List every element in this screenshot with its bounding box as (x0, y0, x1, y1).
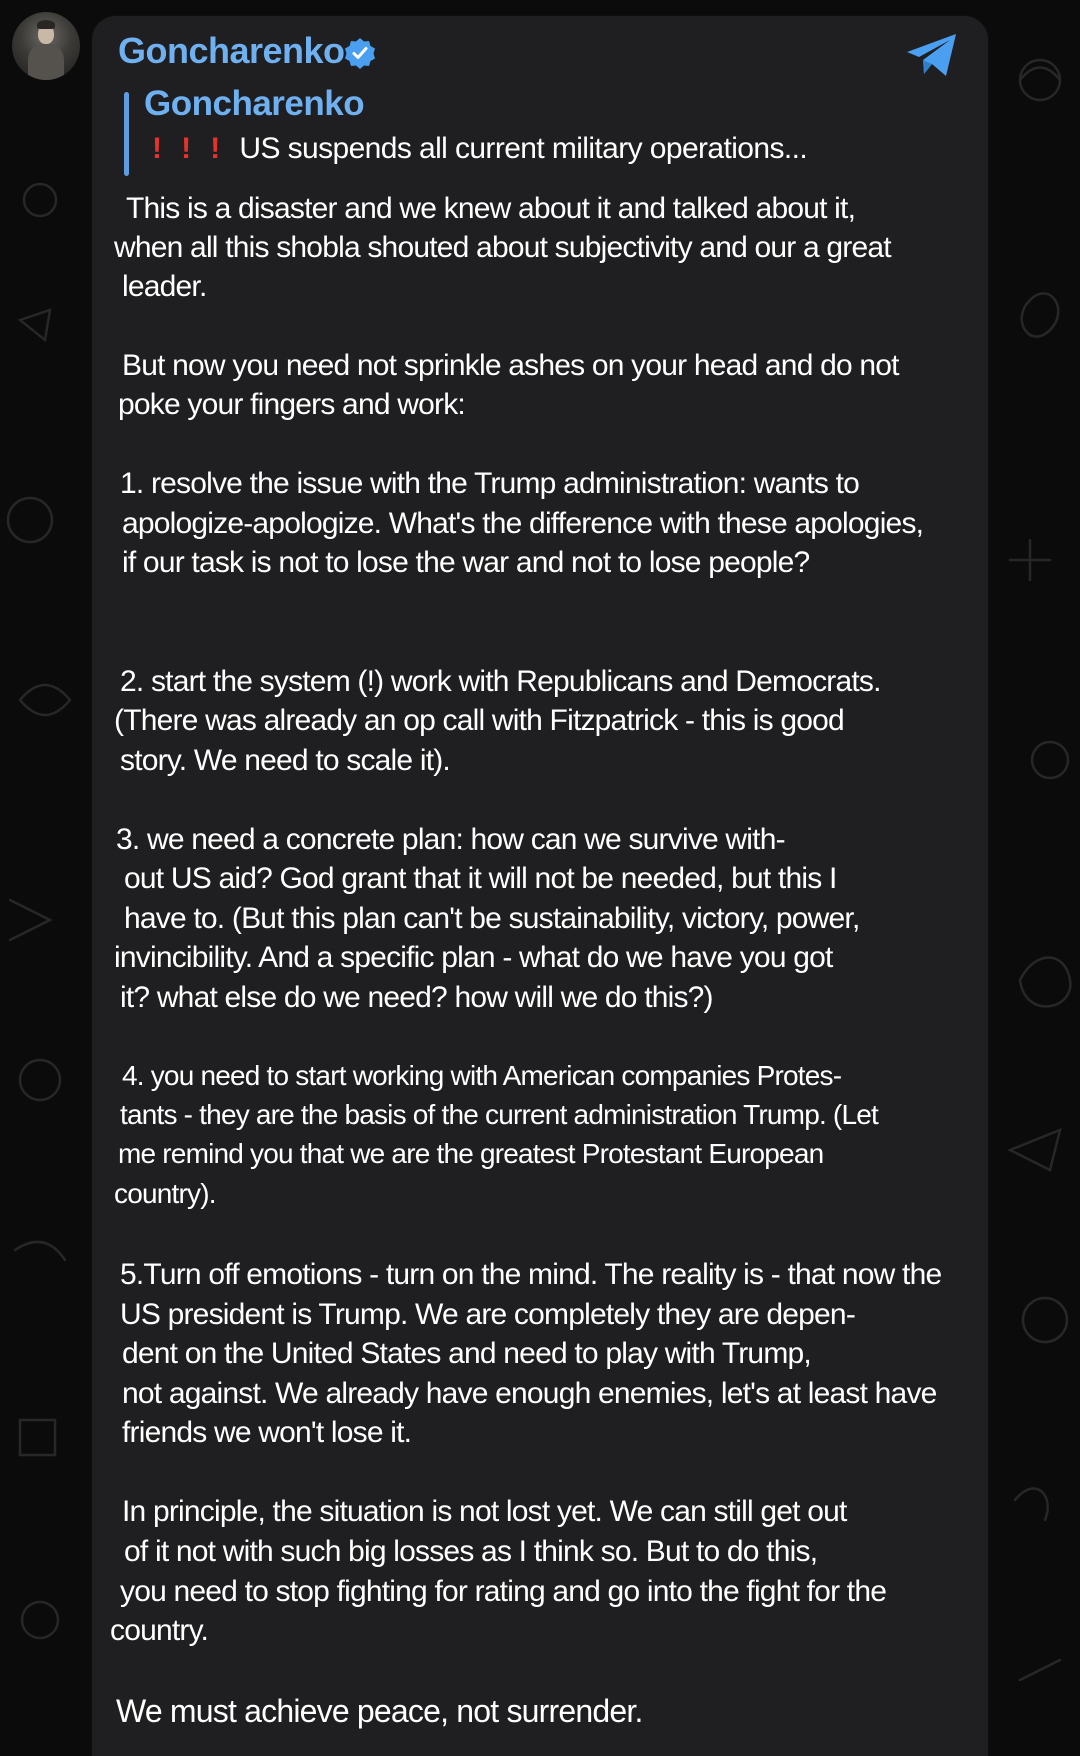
message-line: 4. you need to start working with American companies Protes- (122, 1060, 842, 1091)
reply-quote-bar (124, 92, 129, 176)
message-line: tants - they are the basis of the current administration Trump. (Let (120, 1099, 878, 1130)
message-line: when all this shobla shouted about subjectivity and our a great (114, 231, 891, 264)
message-line: if our task is not to lose the war and not to lose people? (122, 546, 810, 579)
channel-avatar[interactable] (12, 12, 80, 80)
message-line: story. We need to scale it). (120, 744, 450, 777)
message-line: out US aid? God grant that it will not be needed, but this I (124, 862, 837, 895)
message-line: of it not with such big losses as I think so. But to do this, (124, 1535, 818, 1568)
message-line: friends we won't lose it. (122, 1416, 412, 1449)
verified-badge-icon (344, 37, 376, 69)
message-line: apologize-apologize. What's the difference with these apologies, (122, 507, 924, 540)
message-line: 5.Turn off emotions - turn on the mind. The reality is - that now the (120, 1258, 942, 1291)
message-line: country). (114, 1178, 216, 1209)
message-line: 1. resolve the issue with the Trump administration: wants to (120, 467, 860, 500)
exclamation-icon: ! (210, 132, 220, 165)
message-line: In principle, the situation is not lost yet. We can still get out (122, 1495, 847, 1528)
telegram-send-icon[interactable] (904, 30, 960, 80)
message-line: me remind you that we are the greatest Protestant European (118, 1138, 824, 1169)
message-line: not against. We already have enough enemies, let's at least have (122, 1377, 937, 1410)
message-line: invincibility. And a specific plan - what do we have you got (114, 941, 833, 974)
message-line: 3. we need a concrete plan: how can we survive with- (116, 823, 785, 856)
message-line: US president is Trump. We are completely they are depen- (120, 1298, 856, 1331)
exclamation-icon: ! (181, 132, 191, 165)
message-line: This is a disaster and we knew about it and talked about it, (126, 192, 856, 225)
message-line: We must achieve peace, not surrender. (116, 1693, 643, 1729)
message-line: poke your fingers and work: (118, 388, 465, 421)
reply-author[interactable]: Goncharenko (144, 84, 365, 123)
message-line: country. (110, 1614, 209, 1647)
reply-preview[interactable] (152, 132, 807, 166)
message-line: you need to stop fighting for rating and go into the fight for the (120, 1575, 887, 1608)
message-line: leader. (122, 270, 207, 303)
message-line: 2. start the system (!) work with Republicans and Democrats. (120, 665, 881, 698)
avatar-body-shape (28, 44, 64, 80)
message-line: dent on the United States and need to play with Trump, (122, 1337, 811, 1370)
exclamation-icon: ! (152, 132, 162, 165)
message-line: But now you need not sprinkle ashes on your head and do not (122, 349, 899, 382)
avatar-hair-shape (37, 20, 55, 29)
message-line: have to. (But this plan can't be sustainability, victory, power, (124, 902, 860, 935)
reply-preview-text: US suspends all current military operations... (239, 132, 808, 165)
channel-name[interactable]: Goncharenko (118, 30, 345, 71)
message-line: (There was already an op call with Fitzpatrick - this is good (114, 704, 844, 737)
message-line: it? what else do we need? how will we do this?) (120, 981, 713, 1014)
